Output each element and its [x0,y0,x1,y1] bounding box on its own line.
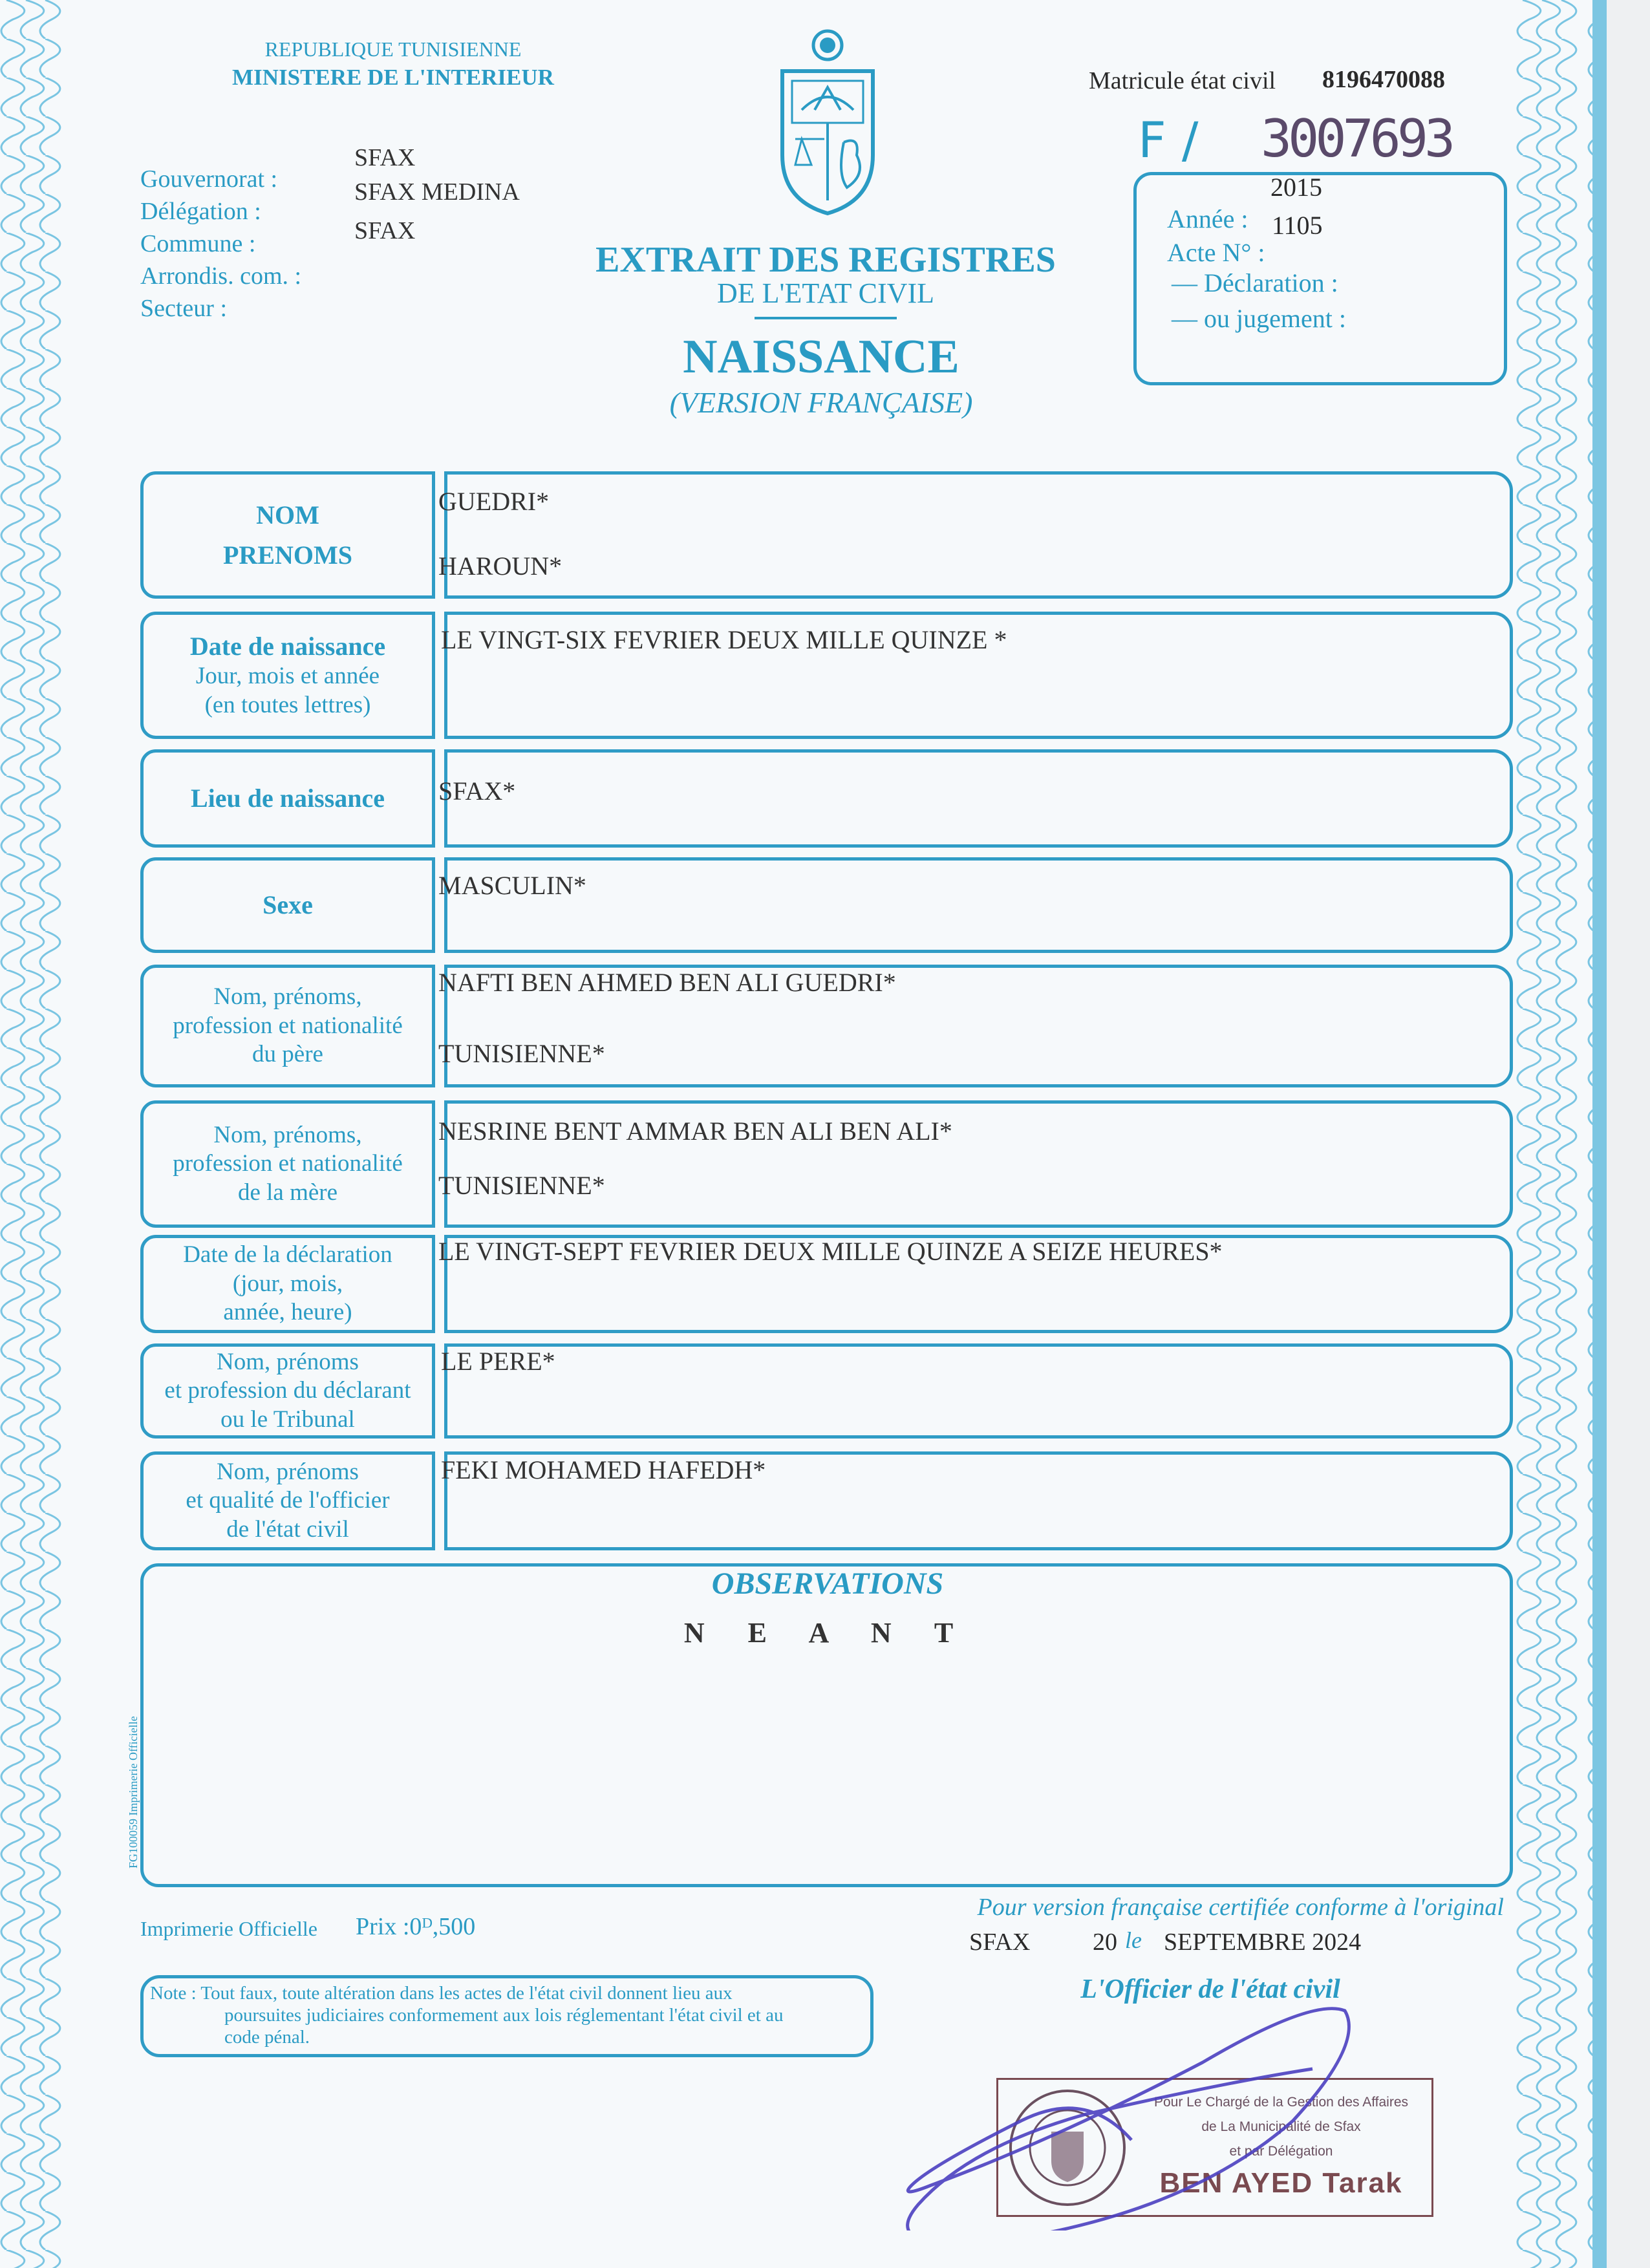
mother-label-line2: profession et nationalité [173,1150,403,1177]
birth-place-value: SFAX* [438,776,516,806]
matricule-value: 8196470088 [1322,66,1445,93]
declaration-date-value: LE VINGT-SEPT FEVRIER DEUX MILLE QUINZE A SEIZE HEURES* [438,1237,1223,1266]
nom-label: NOM [256,500,319,530]
commune-value: SFAX [354,217,416,244]
issue-month-year: SEPTEMBRE 2024 [1164,1929,1362,1956]
sex-value-cell [444,857,1513,953]
delegation-value: SFAX MEDINA [354,178,520,206]
stamp-line2: de La Municipalité de Sfax [1201,2119,1361,2134]
arrondissement-label: Arrondis. com. : [140,262,302,290]
tunisia-coat-of-arms-icon [763,26,892,220]
location-labels [140,163,301,325]
legal-note-line2: poursuites judiciaires conformement aux lois réglementant l'état civil et au [224,2005,784,2026]
declaration-date-label-line1: Date de la déclaration [183,1241,392,1268]
stamp-line1: Pour Le Chargé de la Gestion des Affaires [1153,2095,1409,2110]
acte-label: Acte N° : [1167,238,1265,267]
declarant-label-line1: Nom, prénoms [217,1348,359,1375]
sex-label: Sexe [262,890,313,919]
title-line1: EXTRAIT DES REGISTRES [595,240,1056,280]
birth-date-label: Date de naissance [189,632,386,661]
father-label-line1: Nom, prénoms, [213,983,362,1011]
birth-place-label-cell [140,749,435,848]
declarant-label-cell [140,1343,435,1439]
annee-label: Année : [1167,204,1248,233]
version-subtitle: (VERSION FRANÇAISE) [669,386,973,419]
page-edge [1607,0,1650,2268]
name-value-cell [444,471,1513,599]
officer-label-line2: et qualité de l'officier [186,1487,390,1514]
form-reference: FG100059 Imprimerie Officielle [127,1716,140,1868]
gouvernorat-value: SFAX [354,144,416,171]
father-label-cell [140,965,435,1087]
sex-value: MASCULIN* [438,871,586,900]
declaration-date-label-line2: (jour, mois, [232,1270,343,1297]
observations-title: OBSERVATIONS [711,1567,944,1601]
prenoms-label: PRENOMS [223,540,352,570]
legal-note-line1: Note : Tout faux, toute altération dans les actes de l'état civil donnent lieu aux [150,1983,733,2004]
mother-name-value: NESRINE BENT AMMAR BEN ALI BEN ALI* [438,1117,952,1146]
father-label-line3: du père [252,1041,323,1068]
year-value: 2015 [1270,173,1322,202]
commune-label: Commune : [140,230,256,257]
mother-label-line1: Nom, prénoms, [213,1121,362,1148]
given-name-value: HAROUN* [438,551,562,581]
mother-label-cell [140,1100,435,1228]
gouvernorat-label: Gouvernorat : [140,166,278,193]
legal-note-line3: code pénal. [224,2027,310,2048]
stamp-line3: et par Délégation [1229,2144,1333,2159]
declarant-label-line2: et profession du déclarant [164,1377,411,1404]
jugement-label: — ou jugement : [1172,304,1346,333]
officer-title: L'Officier de l'état civil [1080,1974,1340,2004]
price-label: Prix :0ᴰ,500 [356,1913,476,1940]
observations-box [140,1563,1513,1887]
birth-date-value: LE VINGT-SIX FEVRIER DEUX MILLE QUINZE * [441,625,1007,654]
republic-heading: REPUBLIQUE TUNISIENNE [264,37,522,61]
issue-day-suffix: le [1125,1927,1142,1953]
matricule-label: Matricule état civil [1089,67,1276,94]
declaration-date-label-line3: année, heure) [223,1299,352,1326]
declaration-date-label-cell [140,1235,435,1333]
title-line2: DE L'ETAT CIVIL [717,277,934,309]
acte-number-value: 1105 [1272,211,1323,240]
legal-note [150,1982,783,2048]
birth-date-sublabel: Jour, mois et année [195,663,380,690]
guilloche-border-right [1516,0,1607,2268]
father-name-value: NAFTI BEN AHMED BEN ALI GUEDRI* [438,968,896,997]
secteur-label: Secteur : [140,295,228,322]
issue-place: SFAX [969,1929,1031,1956]
stamp-officer-name: BEN AYED Tarak [1159,2167,1403,2199]
serial-number: 3007693 [1261,109,1452,169]
printer-label: Imprimerie Officielle [140,1917,317,1940]
sex-label-cell [140,857,435,953]
document-type-title: NAISSANCE [683,330,959,383]
declarant-value: LE PERE* [441,1347,555,1376]
declarant-value-cell [444,1343,1513,1439]
title-divider [755,317,897,319]
birth-place-value-cell [444,749,1513,848]
birth-date-label-cell [140,612,435,739]
declarant-label-line3: ou le Tribunal [220,1406,355,1433]
handwritten-signature [892,1972,1422,2231]
mother-label-line3: de la mère [237,1179,338,1206]
delegation-label: Délégation : [140,198,261,225]
officer-value: FEKI MOHAMED HAFEDH* [441,1455,766,1484]
officer-label-line1: Nom, prénoms [217,1458,359,1485]
officer-label-cell [140,1451,435,1550]
issue-day: 20 [1093,1929,1117,1956]
name-label-cell [140,471,435,599]
neant-stamp: N E A N T [683,1617,972,1649]
certification-text: Pour version française certifiée conforme à l'original [977,1894,1504,1921]
guilloche-border-left [0,0,71,2268]
officer-label-line3: de l'état civil [226,1515,349,1543]
mother-nationality-value: TUNISIENNE* [438,1171,605,1200]
birth-date-sublabel2: (en toutes lettres) [204,691,371,718]
serial-prefix: F / [1138,111,1199,169]
ministry-heading: MINISTERE DE L'INTERIEUR [232,65,554,90]
surname-value: GUEDRI* [438,487,550,516]
father-label-line2: profession et nationalité [173,1012,403,1039]
father-nationality-value: TUNISIENNE* [438,1039,605,1068]
declaration-label: — Déclaration : [1172,268,1338,297]
birth-place-label: Lieu de naissance [190,784,385,813]
